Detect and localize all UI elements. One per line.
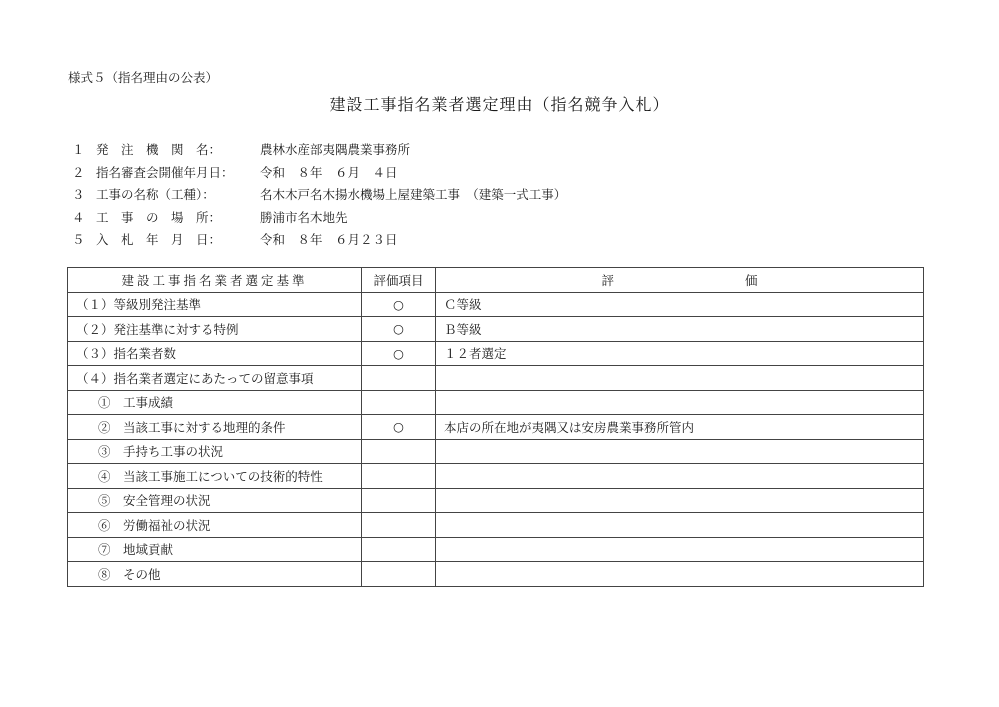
evaluation-mark <box>362 464 436 489</box>
evaluation-mark: ○ <box>362 415 436 440</box>
info-number: ２ <box>72 164 85 180</box>
info-label: 指名審査会開催年月日： <box>96 164 234 180</box>
info-number: ４ <box>72 209 85 225</box>
evaluation-cell: Ｃ等級 <box>436 292 924 317</box>
info-value: 名木木戸名木揚水機場上屋建築工事 （建築一式工事） <box>260 187 567 203</box>
evaluation-cell <box>436 464 924 489</box>
evaluation-cell <box>436 537 924 562</box>
info-label: 工 事 の 場 所： <box>96 209 222 225</box>
evaluation-mark <box>362 537 436 562</box>
table-row <box>68 341 924 366</box>
info-value: 勝浦市名木地先 <box>260 209 348 225</box>
evaluation-mark <box>362 390 436 415</box>
criteria-cell: ⑥ 労働福祉の状況 <box>68 513 362 538</box>
header-evaluation-char-1: 評 <box>601 272 614 288</box>
selection-criteria-table <box>67 267 924 587</box>
evaluation-mark <box>362 439 436 464</box>
info-value: 令和 ８年 ６月 ４日 <box>260 164 398 180</box>
info-list <box>72 138 566 251</box>
evaluation-mark: ○ <box>362 317 436 342</box>
info-row-project-name <box>72 183 566 206</box>
criteria-cell: ⑤ 安全管理の状況 <box>68 488 362 513</box>
document-title: 建設工事指名業者選定理由（指名競争入札） <box>329 95 670 114</box>
criteria-cell: （３）指名業者数 <box>68 341 362 366</box>
evaluation-mark <box>362 562 436 587</box>
info-number: １ <box>72 142 85 158</box>
table-row <box>68 390 924 415</box>
info-label: 入 札 年 月 日： <box>96 232 222 248</box>
table-row <box>68 366 924 391</box>
criteria-cell: ② 当該工事に対する地理的条件 <box>68 415 362 440</box>
evaluation-cell: １２者選定 <box>436 341 924 366</box>
criteria-cell: （１）等級別発注基準 <box>68 292 362 317</box>
info-row-review-date <box>72 161 566 184</box>
evaluation-mark: ○ <box>362 292 436 317</box>
evaluation-mark: ○ <box>362 341 436 366</box>
info-label: 発 注 機 関 名： <box>96 142 222 158</box>
evaluation-cell <box>436 488 924 513</box>
evaluation-cell: Ｂ等級 <box>436 317 924 342</box>
evaluation-mark <box>362 488 436 513</box>
table-row <box>68 537 924 562</box>
criteria-cell: ③ 手持ち工事の状況 <box>68 439 362 464</box>
info-row-bid-date <box>72 228 566 251</box>
table-row <box>68 513 924 538</box>
table-row <box>68 439 924 464</box>
info-row-location <box>72 206 566 229</box>
header-evaluation-item: 評価項目 <box>362 268 436 293</box>
table-row <box>68 317 924 342</box>
header-evaluation-char-2: 価 <box>744 272 758 288</box>
table-row <box>68 415 924 440</box>
criteria-cell: ⑦ 地域貢献 <box>68 537 362 562</box>
info-number: ３ <box>72 187 85 203</box>
evaluation-mark <box>362 513 436 538</box>
criteria-cell: ① 工事成績 <box>68 390 362 415</box>
table-row <box>68 562 924 587</box>
evaluation-cell: 本店の所在地が夷隅又は安房農業事務所管内 <box>436 415 924 440</box>
evaluation-cell <box>436 390 924 415</box>
header-criteria: 建設工事指名業者選定基準 <box>68 268 362 293</box>
table-header-row <box>68 268 924 293</box>
evaluation-cell <box>436 562 924 587</box>
table-row <box>68 464 924 489</box>
form-label: 様式５（指名理由の公表） <box>68 70 219 85</box>
evaluation-cell <box>436 513 924 538</box>
criteria-cell: ⑧ その他 <box>68 562 362 587</box>
info-row-ordering-agency <box>72 138 566 161</box>
info-number: ５ <box>72 232 85 248</box>
info-value: 農林水産部夷隅農業事務所 <box>260 142 411 158</box>
criteria-cell: （４）指名業者選定にあたっての留意事項 <box>68 366 362 391</box>
table-row <box>68 488 924 513</box>
evaluation-cell <box>436 366 924 391</box>
criteria-cell: （２）発注基準に対する特例 <box>68 317 362 342</box>
header-evaluation <box>436 268 924 293</box>
evaluation-mark <box>362 366 436 391</box>
evaluation-cell <box>436 439 924 464</box>
table-row <box>68 292 924 317</box>
info-value: 令和 ８年 ６月２３日 <box>260 232 398 248</box>
criteria-cell: ④ 当該工事施工についての技術的特性 <box>68 464 362 489</box>
info-label: 工事の名称（工種）： <box>96 187 215 203</box>
